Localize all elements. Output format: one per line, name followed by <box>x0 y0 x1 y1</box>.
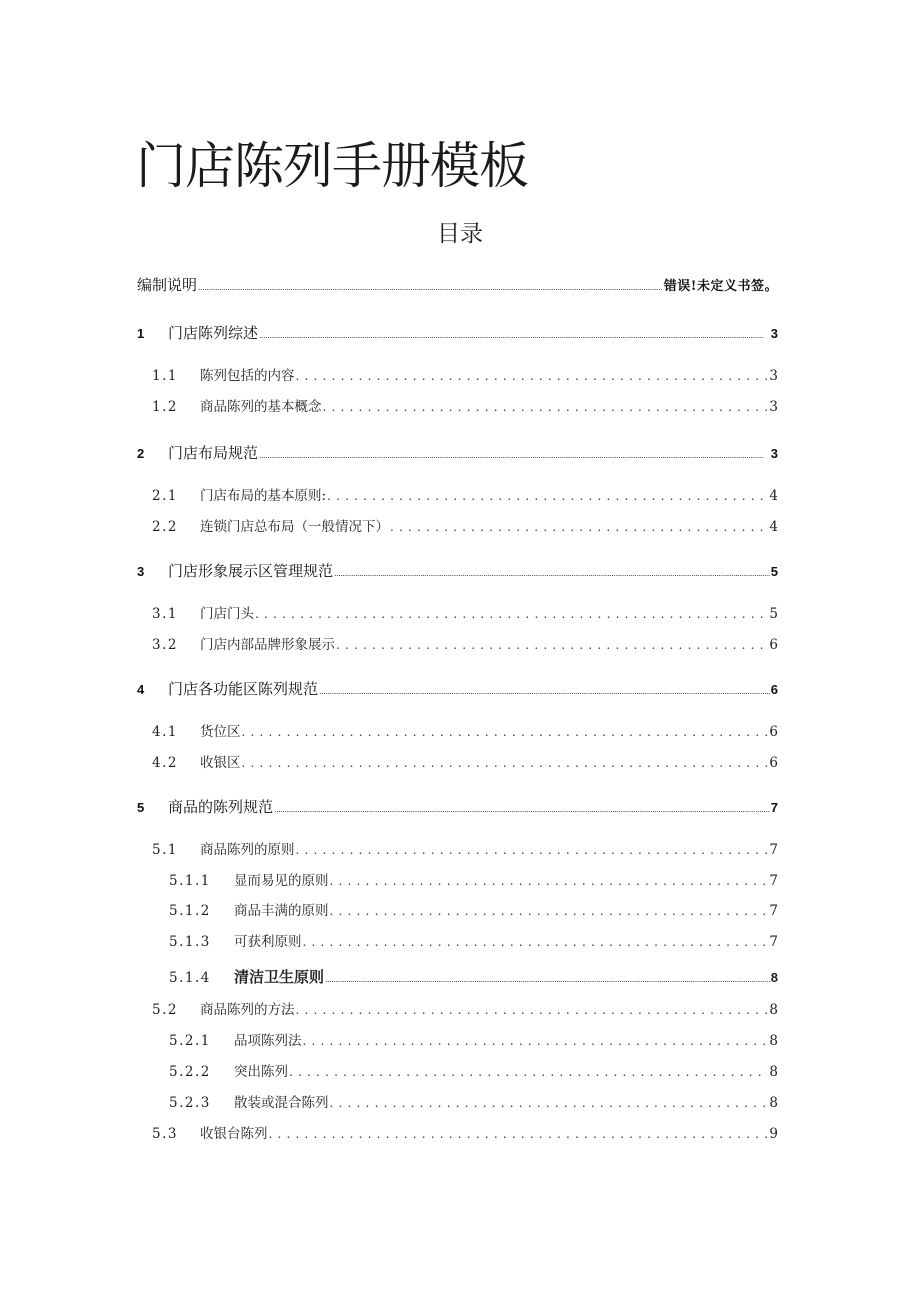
toc-entry-5-2-3[interactable] <box>169 1092 778 1114</box>
toc-entry-section-3[interactable] <box>137 561 778 583</box>
toc-entry-number: 5.1.4 <box>169 970 211 986</box>
toc-entry-page: 7 <box>769 842 778 858</box>
toc-entry-number: 5.2 <box>152 1002 178 1018</box>
toc-entry-number: 5.2.3 <box>169 1095 211 1111</box>
toc-entry-page: 4 <box>769 488 778 504</box>
toc-entry-number: 2 <box>137 446 145 461</box>
toc-entry-text: 商品陈列的原则 <box>200 842 295 858</box>
toc-entry-section-4[interactable] <box>137 679 778 701</box>
toc-entry-4-1[interactable] <box>152 721 778 743</box>
document-title: 门店陈列手册模板 <box>136 137 528 195</box>
toc-entry-page: 6 <box>770 682 778 697</box>
toc-leader <box>274 798 770 819</box>
toc-entry-number: 5.2.1 <box>169 1033 211 1049</box>
toc-leader <box>327 485 768 507</box>
toc-entry-text: 清洁卫生原则 <box>234 969 325 986</box>
toc-entry-4-2[interactable] <box>152 752 778 774</box>
toc-leader <box>390 516 768 538</box>
toc-entry-5-1-2[interactable] <box>169 900 778 922</box>
toc-entry-2-2[interactable] <box>152 516 778 538</box>
toc-entry-2-1[interactable] <box>152 485 778 507</box>
toc-entry-page: 6 <box>769 755 778 771</box>
toc-entry-text: 门店布局规范 <box>168 445 259 462</box>
toc-entry-5-1-3[interactable] <box>169 931 778 953</box>
toc-entry-page: 8 <box>769 1033 778 1049</box>
toc-entry-number: 5 <box>137 800 145 815</box>
toc-entry-5-2-2[interactable] <box>169 1061 778 1083</box>
toc-entry-text: 门店门头 <box>200 606 254 622</box>
toc-leader <box>330 870 769 892</box>
toc-entry-text: 货位区 <box>200 724 241 740</box>
toc-leader <box>259 324 770 345</box>
toc-entry-page: 8 <box>769 1002 778 1018</box>
toc-entry-number: 5.2.2 <box>169 1064 211 1080</box>
toc-entry-page: 7 <box>769 934 778 950</box>
toc-entry-number: 5.1.2 <box>169 903 211 919</box>
toc-entry-3-2[interactable] <box>152 634 778 656</box>
toc-leader <box>296 839 769 861</box>
toc-entry-text: 门店形象展示区管理规范 <box>168 563 334 580</box>
toc-entry-page: 7 <box>769 903 778 919</box>
toc-entry-number: 4.2 <box>152 755 178 771</box>
toc-entry-5-2[interactable] <box>152 999 778 1021</box>
toc-entry-text: 连锁门店总布局（一般情况下） <box>200 519 389 535</box>
toc-entry-text: 品项陈列法 <box>234 1033 302 1049</box>
toc-entry-page: 8 <box>769 1095 778 1111</box>
toc-entry-intro[interactable] <box>137 275 778 297</box>
toc-entry-number: 3.1 <box>152 606 178 622</box>
toc-entry-page: 8 <box>769 1064 778 1080</box>
toc-entry-page: 9 <box>769 1126 778 1142</box>
toc-leader <box>330 900 769 922</box>
toc-entry-text: 门店各功能区陈列规范 <box>168 681 319 698</box>
toc-leader <box>269 1123 769 1145</box>
toc-leader <box>259 444 770 465</box>
toc-leader <box>336 634 768 656</box>
toc-leader <box>330 1092 769 1114</box>
toc-entry-number: 1 <box>137 326 145 341</box>
toc-entry-page: 3 <box>769 399 778 415</box>
toc-entry-page: 3 <box>770 446 778 461</box>
toc-entry-text: 门店内部品牌形象展示 <box>200 637 335 653</box>
toc-leader <box>334 562 770 583</box>
toc-entry-text: 商品陈列的方法 <box>200 1002 295 1018</box>
toc-entry-text: 商品丰满的原则 <box>234 903 329 919</box>
toc-entry-number: 2.2 <box>152 519 178 535</box>
toc-entry-section-1[interactable] <box>137 323 778 345</box>
toc-leader <box>242 721 769 743</box>
toc-entry-page: 错误!未定义书签。 <box>663 279 778 294</box>
toc-entry-text: 编制说明 <box>137 277 198 294</box>
toc-entry-page: 7 <box>770 800 778 815</box>
toc-leader <box>325 968 770 989</box>
toc-entry-number: 3.2 <box>152 637 178 653</box>
toc-entry-text: 门店布局的基本原则: <box>200 488 327 504</box>
toc-entry-page: 4 <box>769 519 778 535</box>
toc-entry-text: 显而易见的原则 <box>234 873 329 889</box>
toc-entry-number: 2.1 <box>152 488 178 504</box>
toc-leader <box>198 276 663 297</box>
toc-entry-section-2[interactable] <box>137 443 778 465</box>
toc-entry-number: 4 <box>137 682 145 697</box>
toc-leader <box>319 680 770 701</box>
toc-entry-page: 3 <box>769 368 778 384</box>
toc-entry-5-3[interactable] <box>152 1123 778 1145</box>
toc-entry-5-1[interactable] <box>152 839 778 861</box>
toc-entry-3-1[interactable] <box>152 603 778 625</box>
toc-entry-page: 7 <box>769 873 778 889</box>
toc-entry-page: 8 <box>770 970 778 985</box>
toc-entry-text: 商品的陈列规范 <box>168 799 274 816</box>
toc-entry-number: 3 <box>137 564 145 579</box>
toc-entry-text: 门店陈列综述 <box>168 325 259 342</box>
toc-entry-5-1-4[interactable] <box>169 967 778 989</box>
toc-entry-number: 5.3 <box>152 1126 178 1142</box>
toc-entry-page: 6 <box>769 724 778 740</box>
toc-leader <box>255 603 768 625</box>
toc-entry-number: 4.1 <box>152 724 178 740</box>
toc-entry-page: 5 <box>770 564 778 579</box>
toc-entry-number: 5.1.1 <box>169 873 211 889</box>
toc-entry-number: 5.1 <box>152 842 178 858</box>
toc-leader <box>296 999 769 1021</box>
toc-entry-section-5[interactable] <box>137 797 778 819</box>
toc-entry-1-2[interactable] <box>152 396 778 418</box>
toc-leader <box>303 1030 769 1052</box>
toc-entry-page: 6 <box>769 637 778 653</box>
toc-entry-1-1[interactable] <box>152 365 778 387</box>
toc-entry-number: 1.1 <box>152 368 178 384</box>
toc-entry-page: 5 <box>769 606 778 622</box>
toc-entry-5-2-1[interactable] <box>169 1030 778 1052</box>
toc-entry-text: 商品陈列的基本概念 <box>200 399 322 415</box>
toc-entry-text: 收银区 <box>200 755 241 771</box>
toc-leader <box>296 365 769 387</box>
toc-entry-5-1-1[interactable] <box>169 870 778 892</box>
toc-entry-text: 收银台陈列 <box>200 1126 268 1142</box>
toc-leader <box>289 1061 768 1083</box>
toc-entry-text: 散装或混合陈列 <box>234 1095 329 1111</box>
toc-leader <box>323 396 769 418</box>
toc-leader <box>242 752 769 774</box>
toc-entry-number: 5.1.3 <box>169 934 211 950</box>
toc-entry-page: 3 <box>770 326 778 341</box>
toc-entry-text: 突出陈列 <box>234 1064 288 1080</box>
toc-entry-text: 陈列包括的内容 <box>200 368 295 384</box>
toc-entry-text: 可获利原则 <box>234 934 302 950</box>
toc-entry-number: 1.2 <box>152 399 178 415</box>
toc-heading: 目录 <box>437 221 483 247</box>
toc-leader <box>303 931 769 953</box>
